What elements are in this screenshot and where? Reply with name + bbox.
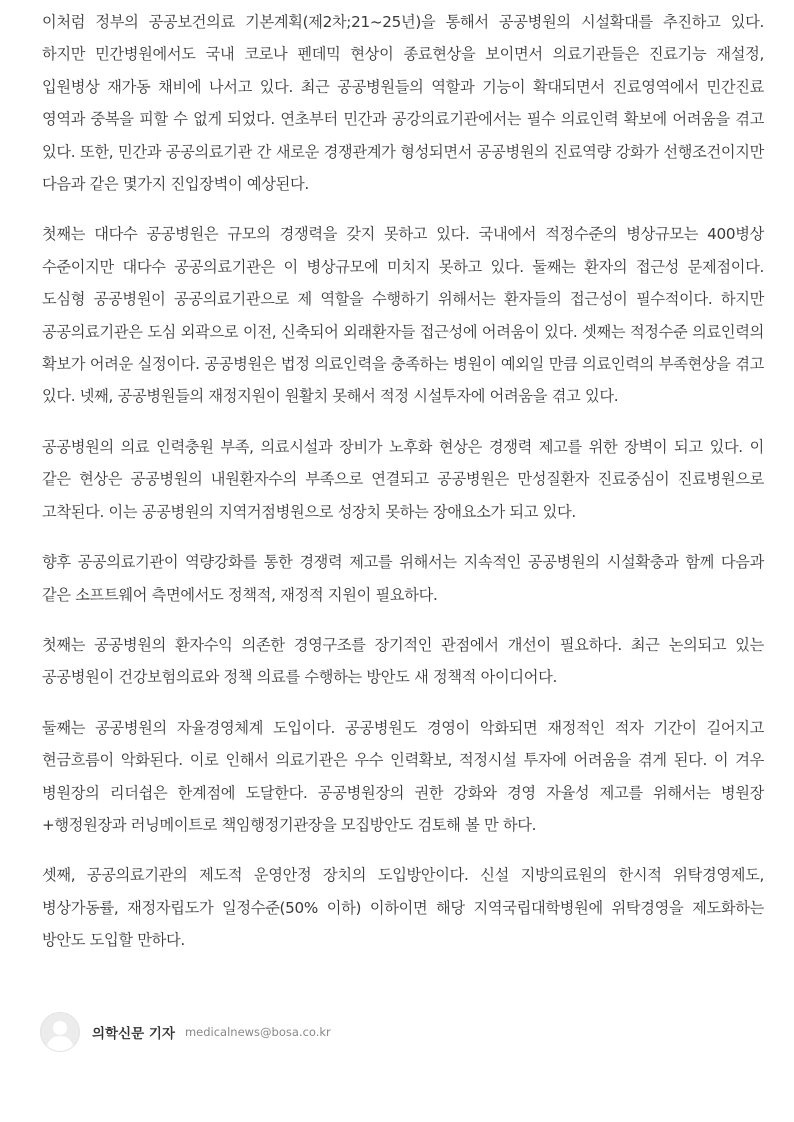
- paragraph-2: 첫째는 대다수 공공병원은 규모의 경쟁력을 갖지 못하고 있다. 국내에서 적정수준의 병상규모는 400병상 수준이지만 대다수 공공의료기관은 이 병상규모에 미치지 못하고 있다. 둘째는 환자의 접근성 문제점이다. 도심형 공공병원이 공공의료기관으로 제 역할을 수행하기 위해서는 환자들의 접근성이 필수적이다. 하지만 공공의료기관은 도심 외곽으로 이전, 신축되어 외래환자들 접근성에 어려움이 있다. 셋째는 적정수준 의료인력의 확보가 어려운 실정이다. 공공병원은 법정 의료인력을 충족하는 병원이 예외일 만큼 의료인력의 부족현상을 겪고 있다. 넷째, 공공병원들의 재정지원이 원활치 못해서 적정 시설투자에 어려움을 겪고 있다.: [42, 225, 764, 406]
- reporter-email[interactable]: medicalnews@bosa.co.kr: [184, 1025, 331, 1039]
- paragraph-3: 공공병원의 의료 인력충원 부족, 의료시설과 장비가 노후화 현상은 경쟁력 제고를 위한 장벽이 되고 있다. 이 같은 현상은 공공병원의 내원환자수의 부족으로 연결되고 공공병원은 만성질환자 진료중심이 진료병원으로 고착된다. 이는 공공병원의 지역거점병원으로 성장치 못하는 장애요소가 되고 있다.: [42, 437, 764, 521]
- article-body: [42, 6, 764, 975]
- paragraph-5: 첫째는 공공병원의 환자수익 의존한 경영구조를 장기적인 관점에서 개선이 필요하다. 최근 논의되고 있는 공공병원이 건강보험의료와 정책 의료를 수행하는 방안도 새 정책적 아이디어다.: [42, 635, 764, 687]
- paragraph-4: 향후 공공의료기관이 역량강화를 통한 경쟁력 제고를 위해서는 지속적인 공공병원의 시설확충과 함께 다음과 같은 소프트웨어 측면에서도 정책적, 재정적 지원이 필요하다.: [42, 553, 764, 604]
- reporter-name: 의학신문 기자: [92, 1026, 175, 1042]
- paragraph-6: 둘째는 공공병원의 자율경영체계 도입이다. 공공병원도 경영이 악화되면 재정적인 적자 기간이 길어지고 현금흐름이 악화된다. 이로 인해서 의료기관은 우수 인력확보, 적정시설 투자에 어려움을 겪게 된다. 이 겨우 병원장의 리더쉽은 한계점에 도달한다. 공공병원장의 권한 강화와 경영 자율성 제고를 위해서는 병원장+행정원장과 러닝메이트로 책임행정기관장을 모집방안도 검토해 볼 만 하다.: [42, 718, 764, 834]
- paragraph-7: 셋째, 공공의료기관의 제도적 운영안정 장치의 도입방안이다. 신설 지방의료원의 한시적 위탁경영제도, 병상가동률, 재정자립도가 일정수준(50% 이하) 이하이면 해당 지역국립대학병원에 위탁경영을 제도화하는 방안도 도입할 만하다.: [42, 866, 764, 950]
- paragraph-1: 이처럼 정부의 공공보건의료 기본계획(제2차;21~25년)을 통해서 공공병원의 시설확대를 추진하고 있다. 하지만 민간병원에서도 국내 코로나 펜데믹 현상이 종료현상을 보이면서 의료기관들은 진료기능 재설정, 입원병상 재가동 채비에 나서고 있다. 최근 공공병원들의 역할과 기능이 확대되면서 진료영역에서 민간진료 영역과 중복을 피할 수 없게 되었다. 연초부터 민간과 공강의료기관에서는 필수 의료인력 확보에 어려움을 겪고 있다. 또한, 민간과 공공의료기관 간 새로운 경쟁관계가 형성되면서 공공병원의 진료역량 강화가 선행조건이지만 다음과 같은 몇가지 진입장벽이 예상된다.: [42, 13, 764, 194]
- user-avatar-icon: [40, 1012, 80, 1052]
- reporter-byline: [40, 1012, 331, 1052]
